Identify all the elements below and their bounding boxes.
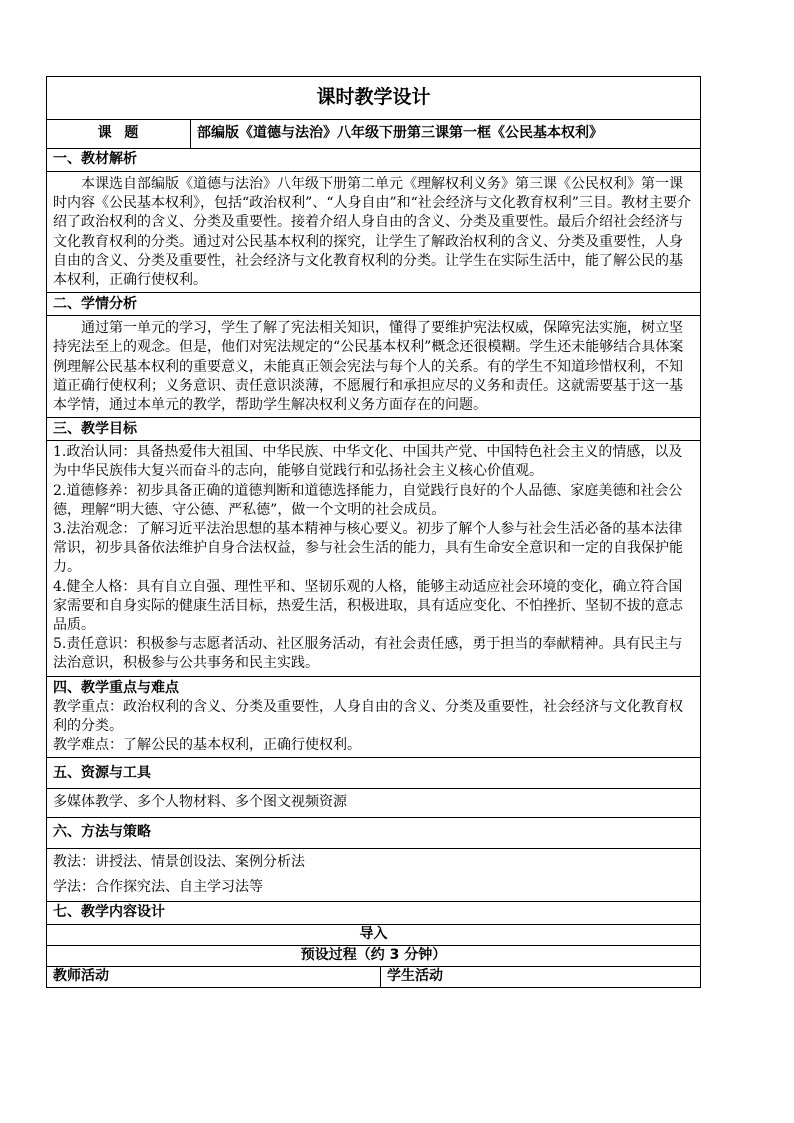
process-heading: 预设过程（约 3 分钟） xyxy=(47,946,701,967)
goal-item: 2.道德修养：初步具备正确的道德判断和道德选择能力，自觉践行良好的个人品德、家庭美德和社会公德，理解“明大德、守公德、严私德”，做一个文明的社会成员。 xyxy=(53,482,683,518)
analysis-text: 本课选自部编版《道德与法治》八年级下册第二单元《理解权利义务》第三课《公民权利》第一课时内容《公民基本权利》，包括“政治权利”、“人身自由”和“社会经济与文化教育权利”三目。教材主要介绍了政治权利的含义、分类及重要性。接着介绍人身自由的含义、分类及重要性。最后介绍社会经济与文化教育权利的分类。通过对公民基本权利的探究，让学生了解政治权利的含义、分类及重要性，人身自由的含义、分类及重要性，社会经济与文化教育权利的分类。让学生在实际生活中，能了解公民的基本权利，正确行使权利。 xyxy=(47,172,701,293)
section-heading-resources: 五、资源与工具 xyxy=(47,758,701,789)
goals-list xyxy=(47,441,701,676)
section-heading-analysis: 一、教材解析 xyxy=(47,149,701,172)
lesson-design-document xyxy=(46,76,700,988)
section-heading-methods: 六、方法与策略 xyxy=(47,817,701,848)
topic-value: 部编版《道德与法治》八年级下册第三课第一框《公民基本权利》 xyxy=(191,120,701,149)
goal-item: 3.法治观念：了解习近平法治思想的基本精神与核心要义。初步了解个人参与社会生活必备的基本法律常识，初步具备依法维护自身合法权益，参与社会生活的能力，具有生命安全意识和一定的自我保护能力。 xyxy=(53,521,683,576)
methods-learning: 学法：合作探究法、自主学习法等 xyxy=(53,878,263,895)
teacher-activity-header: 教师活动 xyxy=(47,967,381,988)
resources-text: 多媒体教学、多个人物材料、多个图文视频资源 xyxy=(47,789,701,817)
section-heading-keypoints: 四、教学重点与难点 xyxy=(53,679,179,696)
methods-block xyxy=(47,848,701,901)
intro-heading: 导入 xyxy=(47,925,701,946)
keypoints-block xyxy=(47,676,701,758)
section-heading-content: 七、教学内容设计 xyxy=(47,902,701,925)
keypoints-difficulty: 教学难点：了解公民的基本权利，正确行使权利。 xyxy=(53,737,361,754)
section-heading-goals: 三、教学目标 xyxy=(47,418,701,441)
goal-item: 5.责任意识：积极参与志愿者活动、社区服务活动，有社会责任感，勇于担当的奉献精神。具有民主与法治意识，积极参与公共事务和民主实践。 xyxy=(53,636,683,672)
students-text: 通过第一单元的学习，学生了解了宪法相关知识，懂得了要维护宪法权威，保障宪法实施，树立坚持宪法至上的观念。但是，他们对宪法规定的“公民基本权利”概念还很模糊。学生还未能够结合具体案例理解公民基本权利的重要意义，未能真正领会宪法与每个人的关系。有的学生不知道珍惜权利，不知道正确行使权利；义务意识、责任意识淡薄，不愿履行和承担应尽的义务和责任。这就需要基于这一基本学情，通过本单元的教学，帮助学生解决权利义务方面存在的问题。 xyxy=(47,316,701,418)
lesson-design-table xyxy=(46,76,701,988)
goal-item: 1.政治认同：具备热爱伟大祖国、中华民族、中华文化、中国共产党、中国特色社会主义的情感，以及为中华民族伟大复兴而奋斗的志向，能够自觉践行和弘扬社会主义核心价值观。 xyxy=(53,444,683,480)
methods-teaching: 教法：讲授法、情景创设法、案例分析法 xyxy=(53,853,305,870)
section-heading-students: 二、学情分析 xyxy=(47,293,701,316)
topic-label: 课 题 xyxy=(47,120,191,149)
document-title: 课时教学设计 xyxy=(47,77,701,120)
goal-item: 4.健全人格：具有自立自强、理性平和、坚韧乐观的人格，能够主动适应社会环境的变化，确立符合国家需要和自身实际的健康生活目标，热爱生活，积极进取，具有适应变化、不怕挫折、坚韧不拔的意志品质。 xyxy=(53,578,683,634)
student-activity-header: 学生活动 xyxy=(381,967,701,988)
keypoints-focus: 教学重点：政治权利的含义、分类及重要性，人身自由的含义、分类及重要性，社会经济与文化教育权利的分类。 xyxy=(53,698,683,735)
